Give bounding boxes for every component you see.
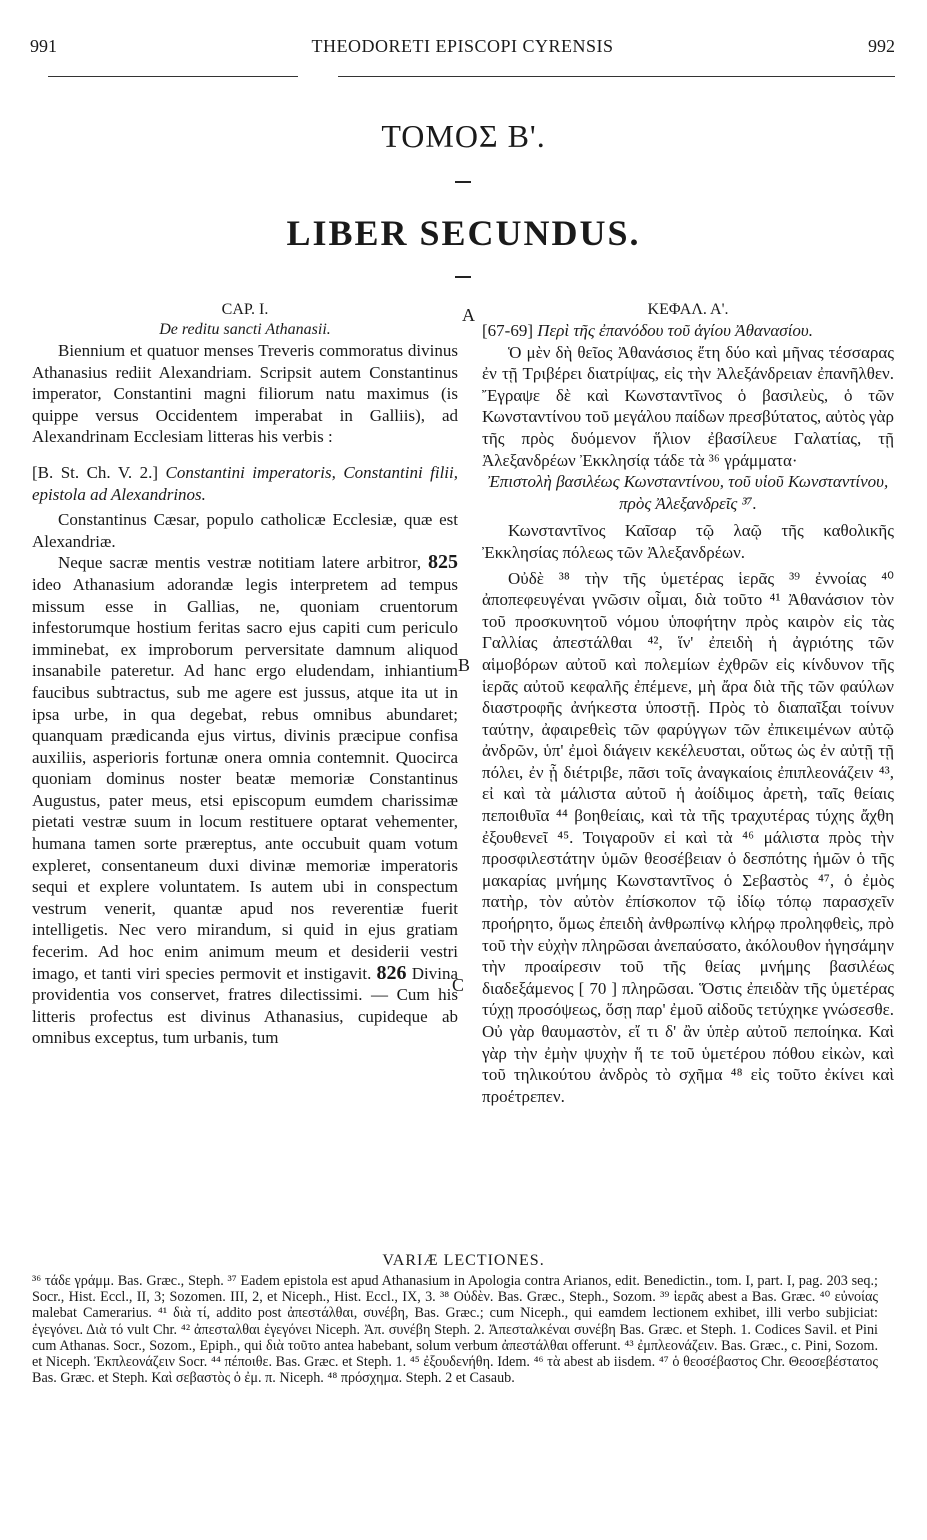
intro-paragraph-greek: Ὁ μὲν δὴ θεῖος Ἀθανάσιος ἔτη δύο καὶ μῆνας τέσσαρας ἐν τῇ Τριβέρει διατρίψας, εἰς τὴν Ἀλεξάνδρειαν ἐπανῆλθεν. Ἔγραψε δὲ καὶ Κωνσταντῖνος ὁ βασιλεὺς, ὁ τῶν Κωνσταντίνου τοῦ μεγάλου παίδων πρεσβύτατος, αὐτὸς γὰρ τῆς πρὸς δυόμενον ἥλιον ἐβασίλευε Γαλατίας, τῇ Ἀλεξανδρέων Ἐκκλησίᾳ τάδε τὰ ³⁶ γράμματα· — [482, 342, 894, 470]
epistle-body — [32, 552, 458, 1049]
epistle-title: Constantini imperatoris, Constantini filii, epistola ad Alexandrinos. — [32, 462, 458, 504]
column-marker: 826 — [376, 961, 407, 984]
epistle-title-greek: Ἐπιστολὴ βασιλέως Κωνσταντίνου, τοῦ υἱοῦ Κωνσταντίνου, πρὸς Ἀλεξανδρεῖς ³⁷. — [487, 472, 889, 513]
page-number-left: 991 — [30, 36, 57, 56]
reference: [B. St. Ch. V. 2.] — [32, 462, 159, 482]
column-marker: 825 — [428, 551, 459, 574]
title-dash — [455, 276, 471, 278]
intro-paragraph: Biennium et quatuor menses Treveris commoratus divinus Athanasius rediit Alexandriam. Scripsit autem Constantinus imperator, Constantini magni filiorum natu maximus (is quippe versus Occidentem imperabat in Galliis), ad Alexandrinam Ecclesiam litteras his verbis : — [32, 341, 458, 447]
running-title: THEODORETI EPISCOPI CYRENSIS — [311, 36, 614, 56]
body-text: Neque sacræ mentis vestræ notitiam latere arbitror, — [58, 553, 422, 573]
margin-letter-a: A — [462, 305, 475, 325]
running-head — [30, 36, 895, 60]
variae-lectiones — [32, 1273, 878, 1386]
chapter-heading: CAP. I. — [221, 301, 269, 318]
chapter-subtitle-greek — [482, 320, 894, 342]
tomos-title: ΤΟΜΟΣ Β'. — [381, 118, 546, 154]
salutation: Constantinus Cæsar, populo catholicæ Ecclesiæ, quæ est Alexandriæ. — [32, 510, 458, 551]
variae-heading: VARIÆ LECTIONES. — [382, 1252, 545, 1269]
chapter-heading-greek: ΚΕΦΑΛ. Α'. — [647, 301, 729, 318]
liber-title: LIBER SECUNDUS. — [286, 213, 641, 253]
body-text: Divina providentia vos conservet, fratres dilectissimi. — Cum his litteris profectus est divinus Athanasius, cupideque ab omnibus exceptus, tum urbanis, tum — [32, 963, 459, 1048]
chapter-title: Περὶ τῆς ἐπανόδου τοῦ ἁγίου Ἀθανασίου. — [537, 321, 813, 340]
title-dash — [455, 181, 471, 183]
margin-letter-c: C — [452, 975, 465, 995]
chapter-subtitle: De reditu sancti Athanasii. — [159, 321, 331, 338]
epistle-body-greek: Οὐδὲ ³⁸ τὴν τῆς ὑμετέρας ἱερᾶς ³⁹ ἐννοίας ⁴⁰ ἀποπεφευγέναι γνῶσιν οἶμαι, διὰ τοῦτο ⁴¹ Ἀθανάσιον τὸν τοῦ προσκυνητοῦ νόμου ὑποφήτην πρὸς καιρὸν εἰς τὰς Γαλλίας ἀπεστάλθαι ⁴², ἵν' ἐπειδὴ ἡ ἀγριότης τῶν αἱμοβόρων αὐτοῦ καὶ πολεμίων ἐχθρῶν εἰς κίνδυνον τῆς ἱερᾶς αὐτοῦ κεφαλῆς ἐπέμενε, μὴ ἄρα διὰ τῆς τῶν φαύλων διαστροφῆς ἀνήκεστα ὑποστῇ. Πρὸς τὸ διαπαῖξαι τοίνυν ταύτην, ἀφαιρεθεὶς τῶν φαρύγγων τῶν ἐπικειμένων αὐτῷ ἀνδρῶν, ὑπ' ἐμοὶ διάγειν κεκέλευσται, οὕτως ὡς ἐν αὐτῇ τῇ πόλει, ἐν ᾗ διέτριβε, πᾶσι τοῖς ἀναγκαίοις ἐπιπλεονάζειν ⁴³, εἰ καὶ τὰ μάλιστα αὐτοῦ ἡ ἀοίδιμος ἀρετὴ, ταῖς θείαις πεποιθυῖα ⁴⁴ βοηθείαις, καὶ τὰ τῆς τραχυτέρας τύχης ἄχθη ἐξουθενεῖ ⁴⁵. Τοιγαροῦν εἰ καὶ τὰ ⁴⁶ μάλιστα πρὸς τὴν προσφιλεστάτην ὑμῶν θεοσέβειαν ὁ δεσπότης ἡμῶν ὁ τῆς μακαρίας μνήμης Κωνσταντῖνος ὁ Σεβαστὸς ⁴⁷, ὁ ἐμὸς πατὴρ, τὸν αὐτὸν ἐπίσκοπον τῷ ἰδίῳ τόπῳ παρασχεῖν προήρητο, ὅμως ἐπειδὴ ἀνθρωπίνῳ κλήρῳ προληφθεὶς, πρὸ τοῦ τὴν εὐχὴν πληρῶσαι ἀνεπαύσατο, ἀκόλουθον ἡγησάμην τὴν προαίρεσιν τοῦ τῆς θείας μνήμης βασιλέως διαδεξάμενος [ 70 ] πληρῶσαι. Ὅστις ἐπειδὰν τῆς ὑμετέρας τύχῃ προσόψεως, ὅσῃ παρ' ἐμοῦ αἰδοῦς τετύχηκε γνώσεσθε. Οὐ γὰρ θαυμαστὸν, εἴ τι δ' ἂν ὑπὲρ αὐτοῦ πεποίηκα. Καὶ γὰρ τὴν ἐμὴν ψυχὴν ἥ τε τοῦ ὑμετέρου πόθου εἰκὼν, καὶ τοῦ τηλικούτου ἀνδρὸς τὸ σχῆμα ⁴⁸ εἰς τοῦτο ἐκίνει καὶ προέτρεπεν. — [482, 568, 894, 1106]
page-number-right: 992 — [868, 36, 895, 56]
latin-column — [32, 300, 458, 1049]
header-rule — [48, 76, 895, 77]
body-text: ideo Athanasium adorandæ legis interpretem ad tempus missum esse in Gallias, ne, quoniam cruentorum infestorumque hostium feritas sacro ejus capiti cum periculo imminebat, ex improborum perversitate damnum aliquod insanabile pateretur. Ad hanc ergo eludendam, inhiantium faucibus subtractus, sub me agere est jussus, atque ita ut in ipsa urbe, in qua degebat, rebus omnibus abundaret; quanquam prædicanda ejus virtus, divinis præcipue confisa auxiliis, asperioris fortunæ onera omnia contemnit. Quocirca quoniam dominus noster beatæ memoriæ Constantinus Augustus, pater meus, etsi episcopum eumdem charissimæ pietati vestræ suum in locum restituere optarat vehementer, humana tamen sorte præreptus, ante occubuit quam votum expleret, consentaneum duxi divinæ memoriæ imperatoris sequi et explere voluntatem. Is autem ubi in conspectum vestrum venerit, quantæ apud nos reverentiæ fuerit intelligetis. Nec vero mirandum, si quid in ejus gratiam fecerim. Ad hoc enim animum meum et desiderii vestri imago, et tanti viri species permovit et instigavit. — [32, 574, 458, 983]
variae-text: ³⁶ τάδε γράμμ. Bas. Græc., Steph. ³⁷ Eadem epistola est apud Athanasium in Apologia contra Arianos, edit. Benedictin., tom. I, part. I, pag. 203 seq.; Socr., Hist. Eccl., II, 3; Sozomen. III, 2, et Niceph., Hist. Eccl., IX, 3. ³⁸ Οὐδὲν. Bas. Græc., Steph., Sozom. ³⁹ ἱερᾶς abest a Bas. Græc. ⁴⁰ εὐνοίας malebat Camerarius. ⁴¹ διὰ τί, addito post ἀπεστάλθαι, συνέβη, Bas. Græc.; cum Niceph., qui eamdem lectionem exhibet, illi verbo subjiciat: ἐγεγόνει. Διὰ τό vult Chr. ⁴² ἀπεσταλθαι ἐγεγόνει Niceph. Ἀπ. συνέβη Steph. 2. Ἀπεσταλκέναι συνέβη Bas. Græc. et Steph. 1. Codices Savil. et Pini cum Athanas. Socr., Sozom., Epiph., qui διὰ τοῦτο antea habebant, solum verbum ἀπεστάλθαι offerunt. ⁴³ ἐμπλεονάζειν. Bas. Græc., c. Pini, Sozom. et Niceph. Ἐκπλεονάζειν Socr. ⁴⁴ πέποιθε. Bas. Græc. et Steph. 1. ⁴⁵ ἐξουδενήθη. Idem. ⁴⁶ τὰ abest ab iisdem. ⁴⁷ ὁ θεοσέβαστος Chr. Θεοσεβέστατος Bas. Græc. et Steph. Καὶ σεβαστὸς ὁ ἐμ. π. Niceph. ⁴⁸ πρόσχημα. Steph. 2 et Casaub. — [32, 1273, 878, 1387]
margin-letter-b: B — [458, 655, 471, 675]
greek-column — [482, 300, 894, 1107]
reference: [67-69] — [482, 321, 533, 340]
salutation-greek: Κωνσταντῖνος Καῖσαρ τῷ λαῷ τῆς καθολικῆς Ἐκκλησίας πόλεως τῶν Ἀλεξανδρέων. — [482, 521, 894, 562]
epistle-heading — [32, 462, 458, 505]
